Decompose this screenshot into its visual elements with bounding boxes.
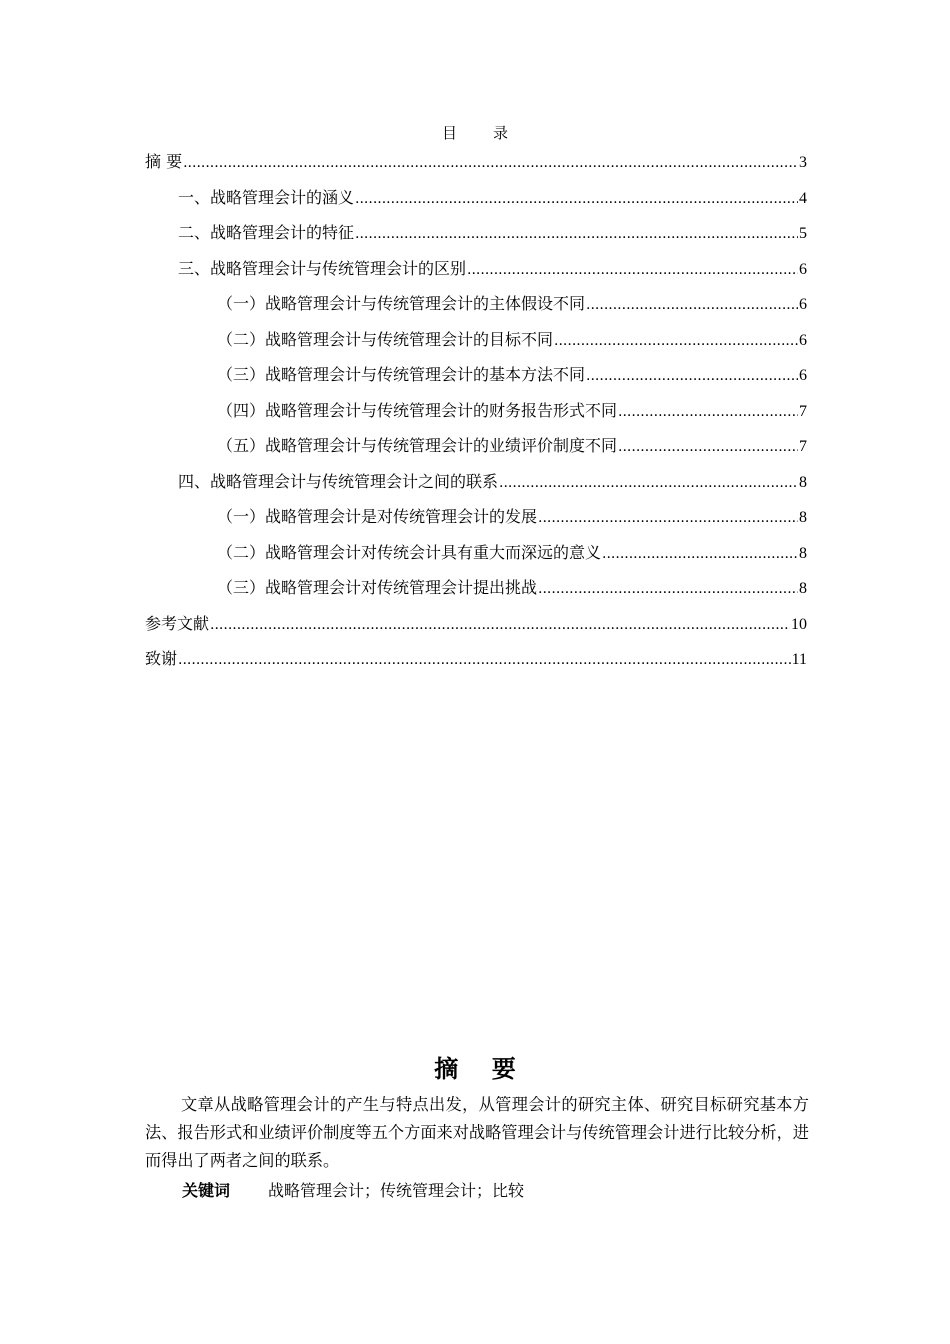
table-of-contents: [145, 150, 807, 683]
toc-entry-text: （三）战略管理会计对传统管理会计提出挑战: [217, 578, 538, 597]
toc-entry-section-3-4[interactable]: [145, 399, 807, 435]
toc-entry-text: 一、战略管理会计的涵义: [178, 187, 355, 207]
toc-page-number: 7: [799, 438, 807, 455]
toc-leader: [355, 187, 798, 211]
toc-page-number: 7: [799, 402, 807, 420]
toc-entry-section-4-1[interactable]: [145, 505, 807, 541]
keywords-line: [182, 1177, 524, 1205]
toc-entry-text: （二）战略管理会计对传统会计具有重大而深远的意义: [217, 542, 602, 562]
keywords-value: 战略管理会计；传统管理会计；比较: [268, 1181, 525, 1200]
toc-entry-text: 三、战略管理会计与传统管理会计的区别: [178, 258, 467, 278]
toc-page-number: 10: [791, 615, 807, 633]
toc-entry-section-3-1[interactable]: [145, 292, 807, 328]
toc-leader: [183, 151, 798, 175]
toc-leader: [178, 648, 791, 672]
toc-leader: [467, 258, 798, 282]
toc-entry-text: （二）战略管理会计与传统管理会计的目标不同: [217, 329, 554, 349]
toc-entry-section-3[interactable]: [145, 257, 807, 293]
toc-page-number: 5: [799, 225, 807, 242]
toc-page-number: 8: [799, 580, 807, 597]
toc-page-number: 6: [799, 367, 807, 384]
toc-leader: [210, 613, 790, 637]
toc-title-part2: 录: [493, 124, 509, 142]
toc-leader: [554, 329, 798, 353]
toc-page-number: 8: [799, 544, 807, 562]
toc-entry-text: 四、战略管理会计与传统管理会计之间的联系: [178, 471, 499, 491]
toc-entry-text: （三）战略管理会计与传统管理会计的基本方法不同: [217, 365, 586, 384]
toc-leader: [355, 222, 798, 246]
toc-leader: [618, 435, 798, 459]
toc-page-number: 8: [799, 473, 807, 491]
toc-leader: [538, 506, 798, 530]
toc-entry-acknowledgements[interactable]: [145, 647, 807, 683]
toc-page-number: 6: [799, 260, 807, 278]
toc-entry-text: （四）战略管理会计与传统管理会计的财务报告形式不同: [217, 400, 618, 420]
abstract-paragraph: 文章从战略管理会计的产生与特点出发，从管理会计的研究主体、研究目标研究基本方法、报告形式和业绩评价制度等五个方面来对战略管理会计与传统管理会计进行比较分析，进而得出了两者之间的联系。: [145, 1095, 809, 1170]
toc-page-number: 6: [799, 331, 807, 349]
toc-entry-abstract[interactable]: [145, 150, 807, 186]
toc-entry-section-3-3[interactable]: [145, 363, 807, 399]
toc-entry-section-3-5[interactable]: [145, 434, 807, 470]
toc-entry-text: 致谢: [145, 649, 178, 668]
toc-entry-section-3-2[interactable]: [145, 328, 807, 364]
toc-entry-section-4[interactable]: [145, 470, 807, 506]
toc-page-number: 4: [799, 189, 807, 207]
toc-leader: [538, 577, 798, 601]
toc-page-number: 8: [799, 509, 807, 526]
toc-leader: [586, 293, 798, 317]
toc-entry-text: （一）战略管理会计与传统管理会计的主体假设不同: [217, 294, 586, 313]
toc-title: [0, 122, 950, 143]
toc-page-number: 6: [799, 296, 807, 313]
toc-entry-text: 参考文献: [145, 613, 210, 633]
toc-entry-section-2[interactable]: [145, 221, 807, 257]
toc-leader: [586, 364, 798, 388]
toc-page-number: 11: [791, 651, 807, 668]
toc-entry-section-4-2[interactable]: [145, 541, 807, 577]
toc-entry-section-1[interactable]: [145, 186, 807, 222]
toc-title-part1: 目: [441, 124, 457, 142]
toc-leader: [499, 471, 798, 495]
toc-leader: [602, 542, 798, 566]
toc-entry-text: 摘 要: [145, 152, 183, 171]
toc-page-number: 3: [799, 154, 807, 171]
toc-entry-text: （五）战略管理会计与传统管理会计的业绩评价制度不同: [217, 436, 618, 455]
abstract-heading: 摘 要: [434, 1055, 516, 1083]
keywords-label: 关键词: [182, 1181, 231, 1200]
toc-entry-text: 二、战略管理会计的特征: [178, 223, 355, 242]
toc-entry-section-4-3[interactable]: [145, 576, 807, 612]
toc-leader: [618, 400, 798, 424]
toc-entry-references[interactable]: [145, 612, 807, 648]
toc-entry-text: （一）战略管理会计是对传统管理会计的发展: [217, 507, 538, 526]
